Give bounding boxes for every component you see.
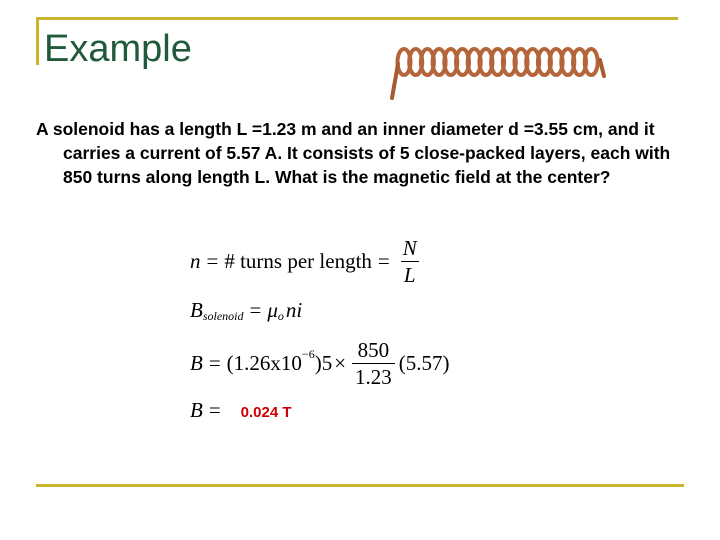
eq2-mu-subscript: o <box>277 309 284 323</box>
equation-result <box>190 398 292 423</box>
eq1-numerator: N <box>402 236 417 260</box>
eq3-times: × <box>334 351 347 375</box>
eq3-denominator: 1.23 <box>352 363 395 389</box>
eq3-equals: = <box>208 351 221 375</box>
eq2-lhs: B <box>190 298 203 322</box>
eq3-part1: (1.26x10 <box>226 351 302 375</box>
equation-turns-per-length <box>190 236 424 287</box>
problem-statement: A solenoid has a length L =1.23 m and an inner diameter d =3.55 cm, and it carries a current of 5.57 A. It consists of 5 close-packed layers, each with 850 turns along length L. What is the magnetic field at the center? <box>36 119 671 187</box>
frame-left-line <box>36 17 39 65</box>
eq1-equals: = <box>206 249 219 273</box>
frame-top-line <box>36 17 678 20</box>
eq3-exponent: −6 <box>301 347 315 361</box>
eq3-part3: (5.57) <box>398 351 450 375</box>
eq1-equals-2: = <box>377 249 390 273</box>
eq1-denominator: L <box>401 261 419 287</box>
eq1-text: # turns per length <box>224 249 372 273</box>
eq3-numerator: 850 <box>357 338 390 362</box>
equation-solenoid-field <box>190 298 302 323</box>
slide-title: Example <box>44 28 192 70</box>
eq4-equals: = <box>208 398 221 422</box>
coil-loop <box>585 49 598 75</box>
answer-value: 0.024 T <box>240 404 292 421</box>
frame-bottom-line <box>36 484 684 487</box>
solenoid-coil-image <box>386 38 612 104</box>
eq2-rest: ni <box>285 298 303 322</box>
eq2-equals: = <box>249 298 262 322</box>
eq3-part2: )5 <box>314 351 333 375</box>
eq3-fraction <box>352 338 395 389</box>
eq3-lhs: B <box>190 351 203 375</box>
eq1-fraction <box>400 236 420 287</box>
eq1-lhs: n <box>190 249 201 273</box>
eq2-lhs-subscript: solenoid <box>202 309 244 323</box>
eq4-lhs: B <box>190 398 203 422</box>
equation-substitution <box>190 338 450 389</box>
eq2-mu: μ <box>267 298 278 322</box>
